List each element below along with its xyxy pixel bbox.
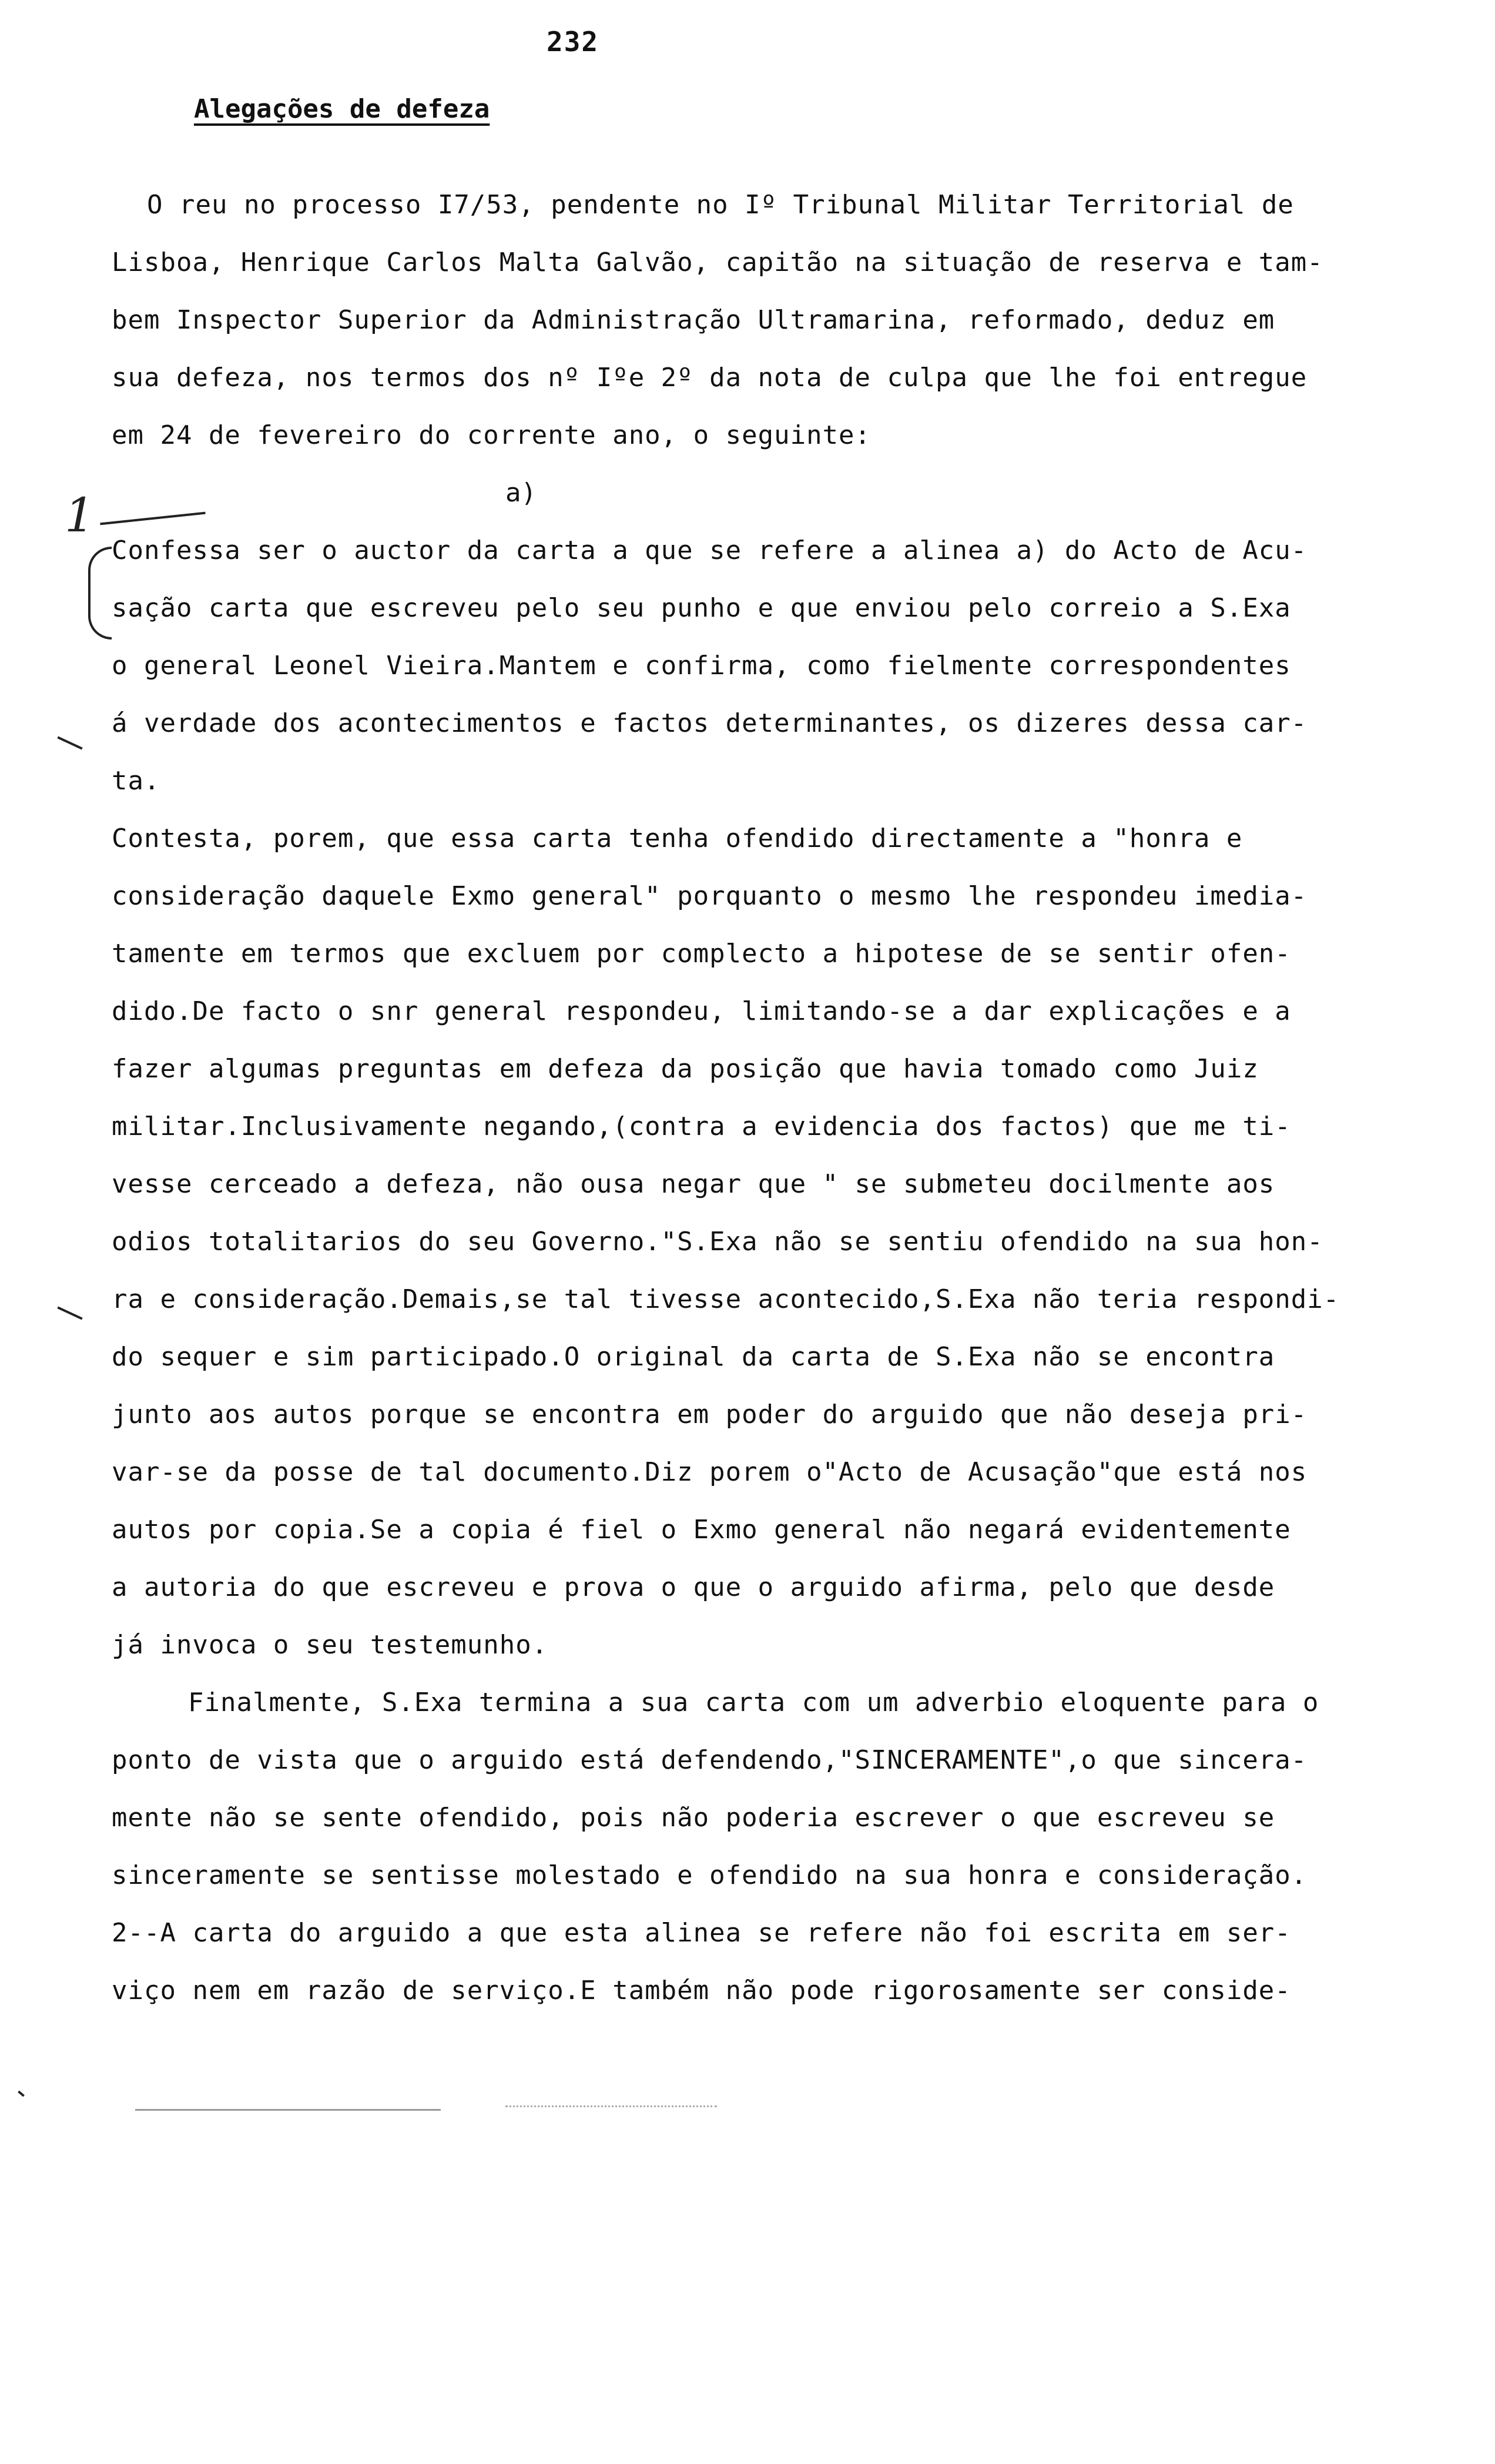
document-title: Alegações de defeza — [194, 94, 490, 124]
text-line: fazer algumas preguntas em defeza da posição que havia tomado como Juiz — [112, 1054, 1259, 1084]
footer-rule — [135, 2109, 441, 2111]
text-line: já invoca o seu testemunho. — [112, 1630, 548, 1660]
text-line: O reu no processo I7/53, pendente no Iº Tribunal Militar Territorial de — [147, 190, 1294, 220]
footer-dotted-rule — [505, 2105, 717, 2107]
margin-tick-mark — [18, 2091, 25, 2097]
text-line: Confessa ser o auctor da carta a que se refere a alinea a) do Acto de Acu- — [112, 535, 1308, 565]
text-line: Lisboa, Henrique Carlos Malta Galvão, capitão na situação de reserva e tam- — [112, 247, 1323, 277]
text-line: consideração daquele Exmo general" porquanto o mesmo lhe respondeu imedia- — [112, 881, 1308, 911]
text-line: odios totalitarios do seu Governo."S.Exa não se sentiu ofendido na sua hon- — [112, 1227, 1323, 1257]
text-line: var-se da posse de tal documento.Diz porem o"Acto de Acusação"que está nos — [112, 1457, 1308, 1487]
text-line: vesse cerceado a defeza, não ousa negar que " se submeteu docilmente aos — [112, 1169, 1275, 1199]
text-line: dido.De facto o snr general respondeu, limitando-se a dar explicações e a — [112, 996, 1291, 1026]
text-line: sação carta que escreveu pelo seu punho e que enviou pelo correio a S.Exa — [112, 593, 1291, 623]
text-line: Finalmente, S.Exa termina a sua carta com um adverbio eloquente para o — [188, 1688, 1319, 1718]
margin-number-annotation: 1 — [65, 488, 95, 543]
text-line: autos por copia.Se a copia é fiel o Exmo general não negará evidentemente — [112, 1515, 1291, 1545]
page-number: 232 — [547, 26, 599, 58]
text-line: á verdade dos acontecimentos e factos determinantes, os dizeres dessa car- — [112, 708, 1308, 738]
text-line: militar.Inclusivamente negando,(contra a evidencia dos factos) que me ti- — [112, 1112, 1291, 1141]
text-line: ponto de vista que o arguido está defendendo,"SINCERAMENTE",o que sincera- — [112, 1745, 1308, 1775]
text-line: bem Inspector Superior da Administração Ultramarina, reformado, deduz em — [112, 305, 1275, 335]
margin-tick-mark — [57, 1306, 82, 1320]
text-line: junto aos autos porque se encontra em poder do arguido que não deseja pri- — [112, 1400, 1308, 1429]
margin-tick-mark — [57, 736, 82, 749]
text-line: sinceramente se sentisse molestado e ofendido na sua honra e consideração. — [112, 1860, 1308, 1890]
text-line: o general Leonel Vieira.Mantem e confirma, como fielmente correspondentes — [112, 651, 1291, 681]
document-body — [112, 176, 1452, 2020]
text-line: do sequer e sim participado.O original da carta de S.Exa não se encontra — [112, 1342, 1275, 1372]
text-line: viço nem em razão de serviço.E também não pode rigorosamente ser conside- — [112, 1976, 1291, 2006]
text-line: Contesta, porem, que essa carta tenha ofendido directamente a "honra e — [112, 823, 1243, 853]
text-line: mente não se sente ofendido, pois não poderia escrever o que escreveu se — [112, 1803, 1275, 1833]
margin-bracket — [88, 547, 112, 640]
text-line: tamente em termos que excluem por complecto a hipotese de se sentir ofen- — [112, 939, 1291, 969]
text-line: a autoria do que escreveu e prova o que o arguido afirma, pelo que desde — [112, 1572, 1275, 1602]
text-line: sua defeza, nos termos dos nº Iºe 2º da nota de culpa que lhe foi entregue — [112, 363, 1308, 393]
text-line: 2--A carta do arguido a que esta alinea se refere não foi escrita em ser- — [112, 1918, 1291, 1948]
text-line: em 24 de fevereiro do corrente ano, o seguinte: — [112, 420, 871, 450]
section-label: a) — [505, 478, 537, 508]
text-line: ta. — [112, 766, 160, 796]
text-line: ra e consideração.Demais,se tal tivesse acontecido,S.Exa não teria respondi- — [112, 1284, 1340, 1314]
